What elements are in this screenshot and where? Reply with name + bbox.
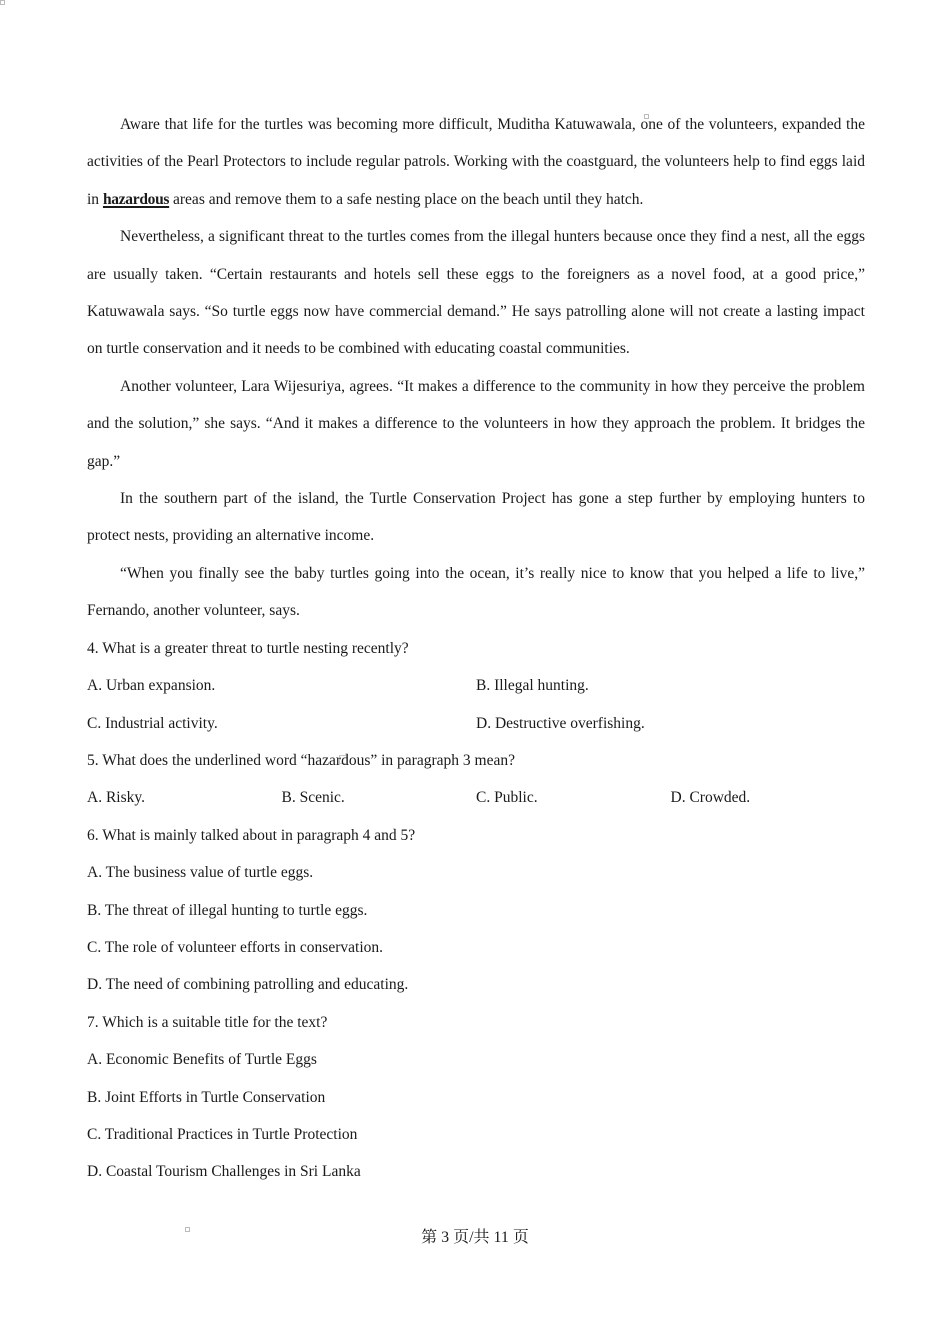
option-d: D. The need of combining patrolling and educating. (87, 976, 409, 994)
option-c: C. Public. (476, 789, 538, 807)
option-d: D. Coastal Tourism Challenges in Sri Lanka (87, 1163, 361, 1181)
question-5-stem: 5. What does the underlined word “hazardous” in paragraph 3 mean? (87, 751, 515, 769)
question-4-stem: 4. What is a greater threat to turtle nesting recently? (87, 639, 409, 657)
option-d: D. Crowded. (670, 789, 751, 807)
paragraph-1: Aware that life for the turtles was becoming more difficult, Muditha Katuwawala, one of the volunteers, expanded the activities of the Pearl Protectors to include regular patrols. Working with the coastguard, the volunteers help to find eggs laid in hazardous areas and remove them to a safe nesting place on the beach until they hatch. (87, 116, 865, 208)
paragraph-2: Nevertheless, a significant threat to the turtles comes from the illegal hunters because once they find a nest, all the eggs are usually taken. “Certain restaurants and hotels sell these eggs to the foreigners as a novel food, at a good price,” Katuwawala says. “So turtle eggs now have commercial demand.” He says patrolling alone will not create a lasting impact on turtle conservation and it needs to be combined with educating coastal communities. (87, 228, 865, 358)
question-7-stem: 7. Which is a suitable title for the text? (87, 1013, 328, 1031)
option-b: B. Illegal hunting. (476, 677, 589, 695)
paragraph-4: In the southern part of the island, the Turtle Conservation Project has gone a step further by employing hunters to protect nests, providing an alternative income. (87, 490, 865, 545)
option-a: A. Economic Benefits of Turtle Eggs (87, 1051, 317, 1069)
underlined-word-hazardous: hazardous (102, 190, 170, 208)
option-b: B. Joint Efforts in Turtle Conservation (87, 1088, 326, 1106)
option-a: A. Urban expansion. (87, 677, 216, 695)
option-c: C. Traditional Practices in Turtle Protection (87, 1125, 358, 1143)
paragraph-5: “When you finally see the baby turtles going into the ocean, it’s really nice to know that you helped a life to live,” Fernando, another volunteer, says. (87, 564, 865, 620)
option-c: C. Industrial activity. (87, 714, 218, 732)
paragraph-3: Another volunteer, Lara Wijesuriya, agrees. “It makes a difference to the community in how they perceive the problem and the solution,” she says. “And it makes a difference to the volunteers in how they approach the problem. It bridges the gap.” (87, 377, 865, 470)
question-5-options (87, 779, 865, 816)
option-a: A. Risky. (87, 789, 145, 807)
page-number-footer: 第 3 页/共 11 页 (421, 1229, 529, 1246)
option-a: A. The business value of turtle eggs. (87, 864, 314, 882)
question-4-options-row-1 (87, 667, 865, 704)
option-c: C. The role of volunteer efforts in conservation. (87, 938, 383, 956)
question-4-options-row-2 (87, 705, 865, 742)
option-d: D. Destructive overfishing. (476, 714, 645, 732)
question-6-stem: 6. What is mainly talked about in paragraph 4 and 5? (87, 826, 416, 844)
option-b: B. Scenic. (281, 789, 345, 807)
document-page (87, 106, 865, 1191)
corner-mark (0, 0, 5, 5)
option-b: B. The threat of illegal hunting to turtle eggs. (87, 901, 368, 919)
